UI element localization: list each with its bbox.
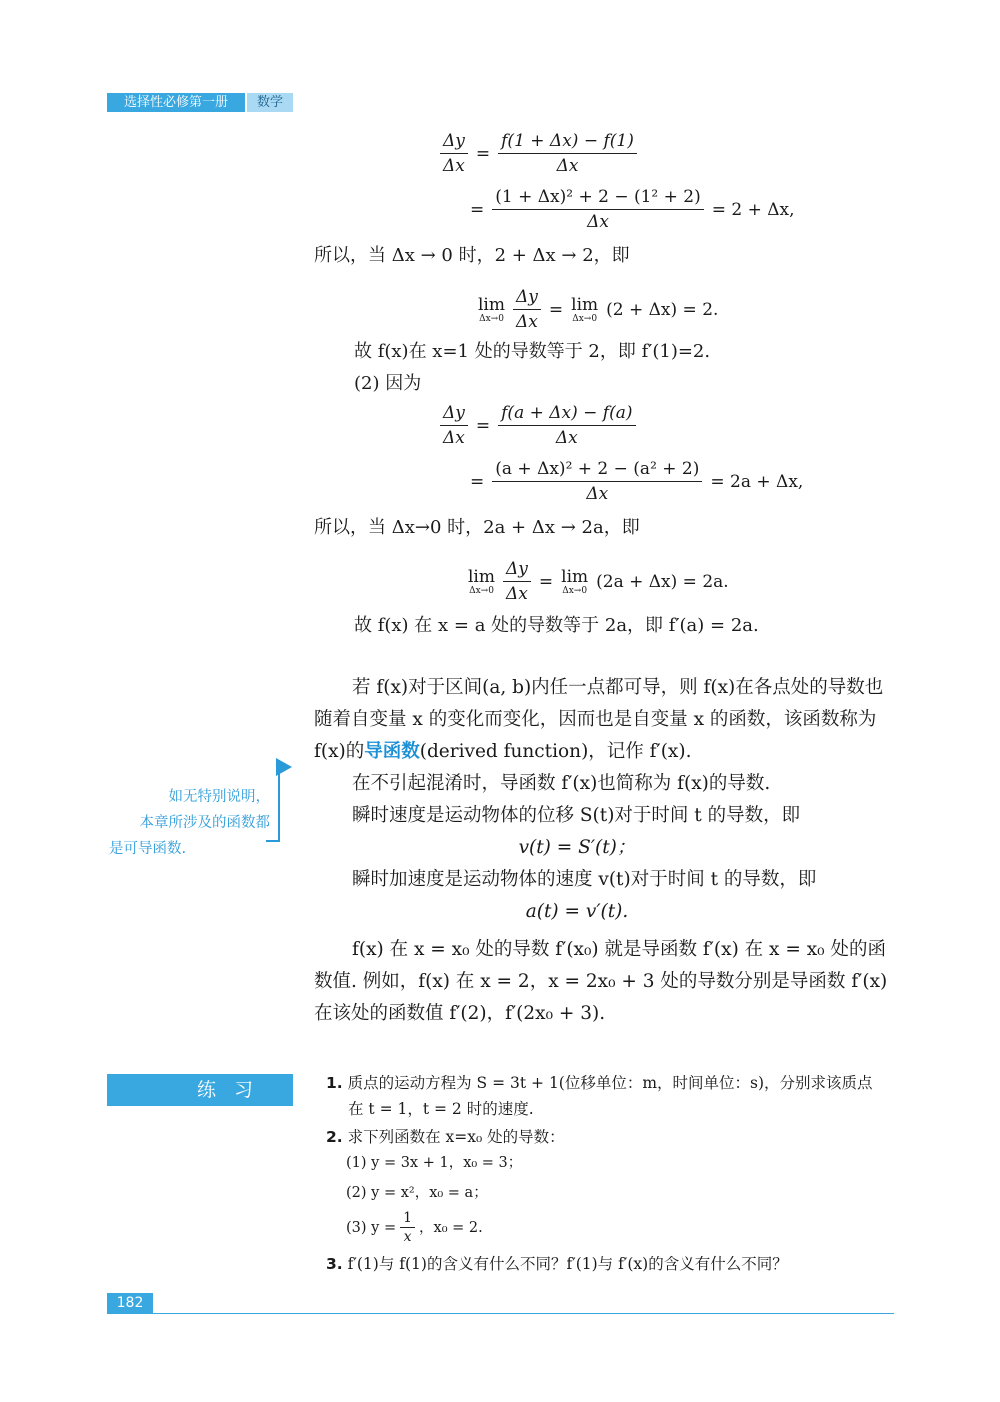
text-line: 所以，当 Δx → 0 时，2 + Δx → 2，即: [314, 245, 630, 266]
fraction-denominator: Δx: [586, 484, 609, 504]
fraction-numerator: (1 + Δx)² + 2 − (1² + 2): [492, 186, 704, 210]
item-text-continued: 在 t = 1，t = 2 时的速度.: [348, 1100, 534, 1118]
sub-item: (1) y = 3x + 1，x₀ = 3；: [346, 1155, 523, 1171]
paragraph-abbreviation: 在不引起混淆时，导函数 f′(x)也简称为 f(x)的导数.: [352, 773, 771, 794]
fraction-denominator: Δx: [443, 428, 465, 448]
equation-result: = 2a + Δx,: [710, 471, 804, 492]
sub-item-text: ，x₀ = 2.: [419, 1219, 483, 1236]
equation-block2-line1: $\frac{\Delta y}{\Delta x}$ = $\frac{f(a + \Delta x) - f(a)}{\Delta x}$: [440, 402, 636, 449]
limit-equation-2: lim Δx→0 $\frac{\Delta y}{\Delta x}$ = lim Δx→0 (2a + Δx) = 2a.: [468, 559, 729, 604]
limit-equation-1: lim Δx→0 $\frac{\Delta y}{\Delta x}$ = lim Δx→0 (2 + Δx) = 2.: [478, 287, 719, 332]
equation-velocity: v(t) = S′(t)；: [518, 837, 636, 858]
side-note-line: 本章所涉及的函数都: [139, 815, 270, 831]
text-line: 故 f(x) 在 x = a 处的导数等于 2a，即 f′(a) = 2a.: [354, 615, 759, 636]
fraction-denominator: Δx: [556, 156, 579, 176]
header-book-title: 选择性必修第一册: [107, 93, 245, 112]
sub-item: (2) y = x²，x₀ = a；: [346, 1185, 488, 1201]
sub-item: [326, 1210, 900, 1245]
limit-rhs: (2a + Δx) = 2a.: [596, 571, 729, 592]
footer-rule: [153, 1313, 894, 1314]
text-line: 所以，当 Δx→0 时，2a + Δx → 2a，即: [314, 517, 640, 538]
exercise-label: 练习: [196, 1079, 271, 1101]
paragraph-text: 若 f(x)对于区间(a, b)内任一点都可导，则 f(x)在各点处的导数也随着自变量 x 的变化而变化，因而也是自变量 x 的函数，该函数称为 f(x)的: [314, 677, 884, 762]
limit-subscript: Δx→0: [469, 585, 494, 596]
fraction-numerator: Δy: [503, 558, 531, 582]
fraction-numerator: Δy: [440, 402, 468, 426]
item-number: 3.: [326, 1255, 343, 1273]
fraction-denominator: Δx: [516, 312, 538, 332]
fraction-denominator: Δx: [555, 428, 578, 448]
side-note-line: 是可导函数.: [109, 841, 187, 857]
limit-subscript: Δx→0: [479, 313, 504, 324]
text-line: 故 f(x)在 x=1 处的导数等于 2，即 f′(1)=2.: [354, 341, 711, 362]
fraction-numerator: f(1 + Δx) − f(1): [498, 130, 637, 154]
fraction-numerator: f(a + Δx) − f(a): [498, 402, 635, 426]
equation-block1-line2: = $\frac{\text{(1 + Δx)² + 2 − (1² + 2)}}{\Delta x}$ = 2 + Δx,: [470, 187, 795, 232]
term-derived-function: 导函数: [364, 741, 420, 762]
fraction-denominator: Δx: [506, 584, 528, 604]
exercise-item-1: [326, 1070, 900, 1096]
header-subject: 数学: [247, 93, 293, 112]
paragraph-derived-function: [314, 672, 900, 768]
fraction-denominator: x: [403, 1229, 412, 1245]
side-note-line: 如无特别说明，: [168, 789, 270, 805]
paragraph-example: f(x) 在 x = x₀ 处的导数 f′(x₀) 就是导函数 f′(x) 在 x = x₀ 处的函数值. 例如，f(x) 在 x = 2，x = 2x₀ + 3 处的导数分别是导函数 f′(x) 在该处的函数值 f′(2)，f′(2x₀ + 3).: [314, 939, 888, 1024]
equals-sign: =: [548, 299, 564, 320]
sub-item-text: (3) y =: [346, 1219, 397, 1236]
page-number: 182: [107, 1293, 153, 1314]
item-number: 2.: [326, 1128, 343, 1146]
exercise-item-2: [326, 1124, 900, 1150]
equation-block2-line2: = $\frac{\text{(a + Δx)² + 2 − (a² + 2)}}{\Delta x}$ = 2a + Δx,: [470, 459, 804, 504]
item-text: 质点的运动方程为 S = 3t + 1(位移单位：m，时间单位：s)，分别求该质点: [347, 1074, 873, 1092]
limit-subscript: Δx→0: [572, 313, 598, 324]
fraction-denominator: Δx: [443, 156, 465, 176]
fraction-numerator: 1: [400, 1210, 415, 1228]
equation-acceleration: a(t) = v′(t).: [525, 901, 629, 922]
text-line: (2) 因为: [354, 373, 422, 394]
fraction-numerator: Δy: [513, 286, 541, 310]
limit-subscript: Δx→0: [562, 585, 588, 596]
paragraph-velocity: 瞬时速度是运动物体的位移 S(t)对于时间 t 的导数，即: [352, 805, 801, 826]
limit-rhs: (2 + Δx) = 2.: [606, 299, 719, 320]
item-number: 1.: [326, 1074, 343, 1092]
equation-result: = 2 + Δx,: [711, 199, 795, 220]
fraction-numerator: Δy: [440, 130, 468, 154]
fraction-numerator: (a + Δx)² + 2 − (a² + 2): [492, 458, 702, 482]
side-note: [105, 784, 270, 862]
item-text: f′(1)与 f(1)的含义有什么不同？f′(1)与 f′(x)的含义有什么不同？: [347, 1255, 788, 1273]
exercise-list: [326, 1070, 900, 1277]
main-text: [314, 672, 900, 1030]
exercise-item-3: [326, 1251, 900, 1277]
item-text: 求下列函数在 x=x₀ 处的导数：: [347, 1128, 565, 1146]
equals-sign: =: [538, 571, 554, 592]
fraction-denominator: Δx: [587, 212, 609, 232]
exercise-header: [107, 1074, 293, 1106]
paragraph-acceleration: 瞬时加速度是运动物体的速度 v(t)对于时间 t 的导数，即: [352, 869, 817, 890]
paragraph-text: (derived function)，记作 f′(x).: [419, 741, 692, 762]
equation-block1-line1: $\frac{\Delta y}{\Delta x}$ = $\frac{f(1 + \Delta x) - f(1)}{\Delta x}$: [440, 130, 637, 177]
